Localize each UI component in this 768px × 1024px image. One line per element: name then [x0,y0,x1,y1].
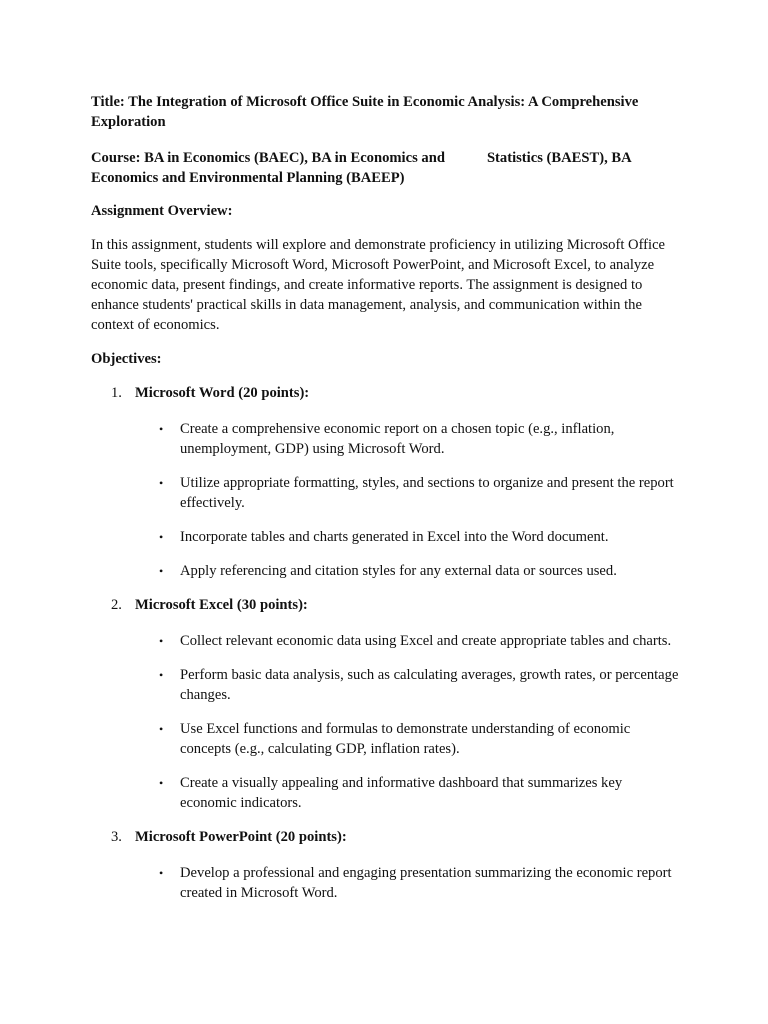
bullet-icon: • [159,668,164,682]
bullet-icon: • [159,530,164,544]
overview-body: In this assignment, students will explore and demonstrate proficiency in utilizing Microsoft Office Suite tools, specifically Microsoft Word, Microsoft PowerPoint, and Microsoft Excel, to analyze economic data, present findings, and create informative reports. The assignment is designed to enhance students' practical skills in data management, analysis, and communication within the context of economics. [91,237,666,333]
list-item [91,631,681,651]
list-item-text: Create a comprehensive economic report on a chosen topic (e.g., inflation, unemployment, GDP) using Microsoft Word. [180,421,615,457]
course-part-1: Course: BA in Economics (BAEC), BA in Economics and [91,150,445,166]
bullet-icon: • [159,776,164,790]
objective-word [91,383,681,581]
bullet-list [91,863,681,903]
objective-title: Microsoft Word (20 points): [135,385,310,401]
list-item [91,719,681,759]
list-item-text: Collect relevant economic data using Excel and create appropriate tables and charts. [180,633,672,649]
bullet-icon: • [159,476,164,490]
bullet-icon: • [159,634,164,648]
document-page [91,92,681,917]
list-item [91,473,681,513]
objective-number: 2. [111,597,122,613]
objective-title: Microsoft Excel (30 points): [135,597,308,613]
bullet-icon: • [159,422,164,436]
objective-title: Microsoft PowerPoint (20 points): [135,829,347,845]
list-item-text: Perform basic data analysis, such as calculating averages, growth rates, or percentage changes. [180,667,679,703]
objective-heading [91,383,681,403]
list-item [91,773,681,813]
course-line [91,148,681,188]
bullet-list [91,631,681,813]
course-part-2: Statistics (BAEST), BA Economics and Environmental Planning (BAEEP) [91,150,631,186]
objectives-heading: Objectives: [91,351,162,367]
bullet-list [91,419,681,581]
list-item-text: Develop a professional and engaging presentation summarizing the economic report created in Microsoft Word. [180,865,672,901]
list-item [91,665,681,705]
list-item-text: Incorporate tables and charts generated in Excel into the Word document. [180,529,609,545]
list-item [91,419,681,459]
objective-excel [91,595,681,813]
list-item-text: Apply referencing and citation styles for any external data or sources used. [180,563,617,579]
overview-heading: Assignment Overview: [91,203,233,219]
bullet-icon: • [159,722,164,736]
objective-heading [91,595,681,615]
list-item [91,527,681,547]
objective-number: 3. [111,829,122,845]
list-item [91,561,681,581]
list-item-text: Utilize appropriate formatting, styles, and sections to organize and present the report effectively. [180,475,674,511]
bullet-icon: • [159,866,164,880]
bullet-icon: • [159,564,164,578]
objective-heading [91,827,681,847]
list-item-text: Use Excel functions and formulas to demonstrate understanding of economic concepts (e.g., calculating GDP, inflation rates). [180,721,631,757]
list-item [91,863,681,903]
objective-number: 1. [111,385,122,401]
document-title: Title: The Integration of Microsoft Office Suite in Economic Analysis: A Comprehensive Exploration [91,94,639,130]
objective-powerpoint [91,827,681,903]
list-item-text: Create a visually appealing and informative dashboard that summarizes key economic indicators. [180,775,623,811]
